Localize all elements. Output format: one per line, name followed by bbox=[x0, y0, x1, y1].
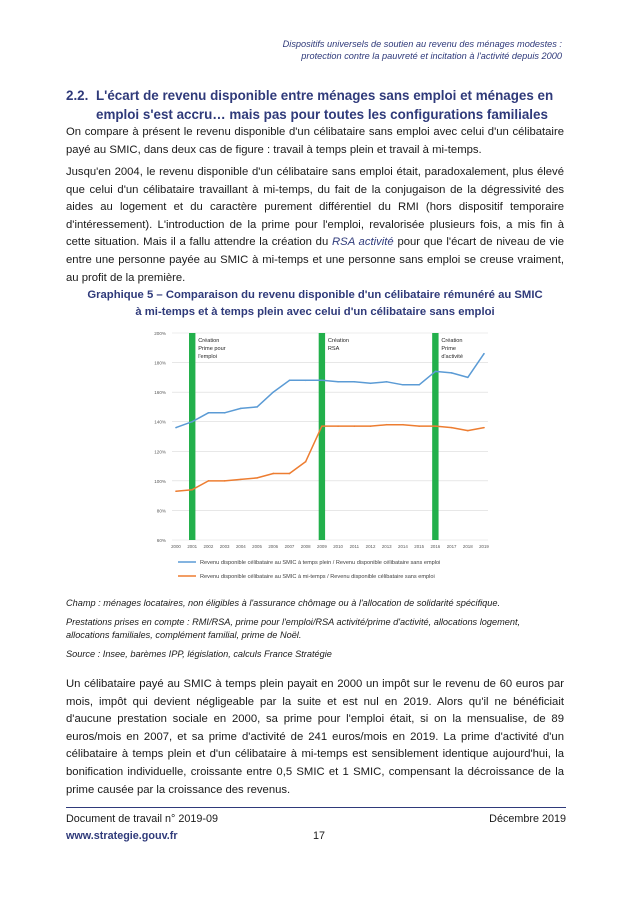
paragraph-3: Un célibataire payé au SMIC à temps plein payait en 2000 un impôt sur le revenu de 60 euros par mois, impôt qui devient négligeable par la suite et est nul en 2019. Alors qu'il ne bénéficiait d'aucune prestation sociale en 2000, sa prime pour l'emploi était, si on la mensualise, de 89 euros/mois en 2007, et sa prime d'activité de 241 euros/mois en 2019. La prime d'activité d'un célibataire à temps plein et d'un célibataire à mi-temps est sensiblement identique aujourd'hui, la bonification individuelle, croissante entre 0,5 SMIC et 1 SMIC, compensant la décroissance de la prime causée par la croissance des revenus. bbox=[66, 678, 564, 796]
data-point bbox=[289, 473, 291, 475]
data-point bbox=[208, 480, 210, 482]
data-point bbox=[224, 412, 226, 414]
data-point bbox=[435, 371, 437, 373]
graph-title-line-2: à mi-temps et à temps plein avec celui d'un célibataire sans emploi bbox=[135, 306, 495, 318]
footer-url[interactable]: www.strategie.gouv.fr bbox=[66, 830, 178, 842]
data-point bbox=[256, 477, 258, 479]
event-bar-label: Création bbox=[198, 338, 220, 344]
data-point bbox=[175, 490, 177, 492]
data-point bbox=[256, 406, 258, 408]
note-prestations: Prestations prises en compte : RMI/RSA, prime pour l'emploi/RSA activité/prime d'activité, allocations logement, allocations familiales, complément familial, prime de Noël. bbox=[66, 617, 521, 640]
x-tick-label: 2012 bbox=[365, 544, 376, 549]
data-point bbox=[354, 381, 356, 383]
x-tick-label: 2010 bbox=[333, 544, 343, 549]
data-point bbox=[386, 424, 388, 426]
data-point bbox=[402, 384, 404, 386]
x-tick-label: 2004 bbox=[235, 544, 246, 549]
footer-rule bbox=[66, 807, 566, 808]
data-point bbox=[208, 412, 210, 414]
x-tick-label: 2016 bbox=[430, 544, 441, 549]
data-point bbox=[418, 384, 420, 386]
data-point bbox=[240, 408, 242, 410]
event-bar-label: Prime pour bbox=[198, 346, 226, 352]
x-tick-label: 2007 bbox=[284, 544, 295, 549]
y-tick-label: 200% bbox=[154, 331, 166, 336]
event-bar-label: d'activité bbox=[441, 354, 463, 360]
data-point bbox=[337, 425, 339, 427]
graph-title-line-1: Graphique 5 – Comparaison du revenu disponible d'un célibataire rémunéré au SMIC bbox=[87, 289, 543, 301]
data-point bbox=[224, 480, 226, 482]
section-number: 2.2. bbox=[66, 88, 89, 103]
data-point bbox=[175, 427, 177, 429]
x-tick-label: 2008 bbox=[300, 544, 311, 549]
data-point bbox=[467, 377, 469, 379]
y-tick-label: 100% bbox=[154, 478, 166, 484]
data-point bbox=[483, 427, 485, 429]
paragraph-2-part-1: Jusqu'en 2004, le revenu disponible d'un célibataire sans emploi était, paradoxalement, plus élevé que celui d'un célibataire travaillant à mi-temps, du fait de la conjugaison de la dégressivité des aides au logement et du caractère purement différentiel du RMI (hors dispositif temporaire d'intéressement). L'introduction de la prime pour l'emploi, revalorisée plusieurs fois, a mis fin à cette situation. Mais il a fallu attendre la création du bbox=[66, 166, 564, 249]
paragraph-1: On compare à présent le revenu disponible d'un célibataire sans emploi avec celui d'un célibataire payé au SMIC, dans deux cas de figure : travail à temps plein et travail à mi-temps. bbox=[66, 126, 564, 156]
running-header-line-1: Dispositifs universels de soutien au revenu des ménages modestes : bbox=[282, 39, 562, 49]
data-point bbox=[191, 421, 193, 423]
event-bar-label: RSA bbox=[327, 346, 340, 352]
legend-label: Revenu disponible célibataire au SMIC à temps plein / Revenu disponible célibataire sans emploi bbox=[200, 560, 441, 566]
x-tick-label: 2015 bbox=[414, 544, 425, 549]
data-point bbox=[354, 425, 356, 427]
data-point bbox=[337, 381, 339, 383]
data-point bbox=[386, 381, 388, 383]
x-tick-label: 2013 bbox=[381, 544, 392, 549]
section-title: L'écart de revenu disponible entre ménages sans emploi et ménages en emploi s'est accru… mais pas pour toutes les configurations familiales bbox=[96, 88, 554, 122]
data-point bbox=[451, 427, 453, 429]
data-point bbox=[191, 489, 193, 491]
data-point bbox=[451, 372, 453, 374]
running-header bbox=[283, 38, 562, 62]
data-point bbox=[483, 353, 485, 355]
note-champ: Champ : ménages locataires, non éligibles à l'assurance chômage ou à l'allocation de solidarité spécifique. bbox=[66, 598, 501, 608]
footer-page-number: 17 bbox=[313, 830, 326, 842]
event-bar bbox=[432, 333, 438, 540]
section-heading bbox=[66, 86, 576, 124]
data-point bbox=[305, 461, 307, 463]
series-line-2 bbox=[176, 425, 484, 492]
paragraph-2-emphasis: RSA activité bbox=[332, 236, 394, 249]
data-point bbox=[370, 382, 372, 384]
paragraph-2-part-2: pour que l'écart de niveau de vie entre une personne payée au SMIC à mi-temps et une personne sans emploi se creuse vraiment, au profit de la première. bbox=[66, 236, 565, 284]
y-tick-label: 180% bbox=[154, 360, 166, 366]
x-tick-label: 2018 bbox=[462, 544, 473, 549]
data-point bbox=[240, 479, 242, 481]
graph-title bbox=[66, 287, 564, 321]
data-point bbox=[305, 380, 307, 382]
y-tick-label: 140% bbox=[154, 419, 166, 425]
x-tick-label: 2017 bbox=[446, 544, 457, 549]
note-source: Source : Insee, barèmes IPP, législation, calculs France Stratégie bbox=[66, 649, 332, 659]
x-tick-label: 2000 bbox=[171, 544, 181, 549]
x-tick-label: 2009 bbox=[317, 544, 327, 549]
x-tick-label: 2019 bbox=[479, 544, 489, 549]
data-point bbox=[467, 430, 469, 432]
event-bar-label: Prime bbox=[441, 346, 456, 352]
y-tick-label: 60% bbox=[156, 538, 166, 543]
x-tick-label: 2001 bbox=[187, 544, 198, 549]
event-bar-label: Création bbox=[327, 338, 350, 344]
event-bar bbox=[319, 333, 325, 540]
event-bar-label: Création bbox=[441, 338, 463, 344]
x-tick-label: 2003 bbox=[219, 544, 230, 549]
legend-label: Revenu disponible célibataire au SMIC à mi-temps / Revenu disponible célibataire sans emploi bbox=[200, 574, 435, 580]
data-point bbox=[418, 425, 420, 427]
y-tick-label: 80% bbox=[156, 508, 166, 514]
event-bar-label: l'emploi bbox=[198, 354, 218, 360]
x-tick-label: 2005 bbox=[252, 544, 262, 549]
series-line-1 bbox=[176, 354, 484, 428]
y-tick-label: 160% bbox=[154, 390, 166, 396]
x-tick-label: 2002 bbox=[203, 544, 214, 549]
paragraph-2 bbox=[66, 164, 564, 287]
data-point bbox=[370, 425, 372, 427]
footer-doc: Document de travail n° 2019-09 bbox=[66, 813, 218, 825]
data-point bbox=[289, 380, 291, 382]
data-point bbox=[272, 391, 274, 393]
data-point bbox=[402, 424, 404, 426]
running-header-line-2: protection contre la pauvreté et incitation à l'activité depuis 2000 bbox=[301, 51, 562, 61]
data-point bbox=[321, 380, 323, 382]
x-tick-label: 2014 bbox=[398, 544, 408, 549]
footer-date: Décembre 2019 bbox=[489, 813, 566, 825]
data-point bbox=[272, 473, 274, 475]
event-bar bbox=[189, 333, 195, 540]
data-point bbox=[435, 425, 437, 427]
data-point bbox=[321, 425, 323, 427]
x-tick-label: 2011 bbox=[349, 544, 360, 549]
x-tick-label: 2006 bbox=[268, 544, 279, 549]
y-tick-label: 120% bbox=[154, 449, 166, 455]
